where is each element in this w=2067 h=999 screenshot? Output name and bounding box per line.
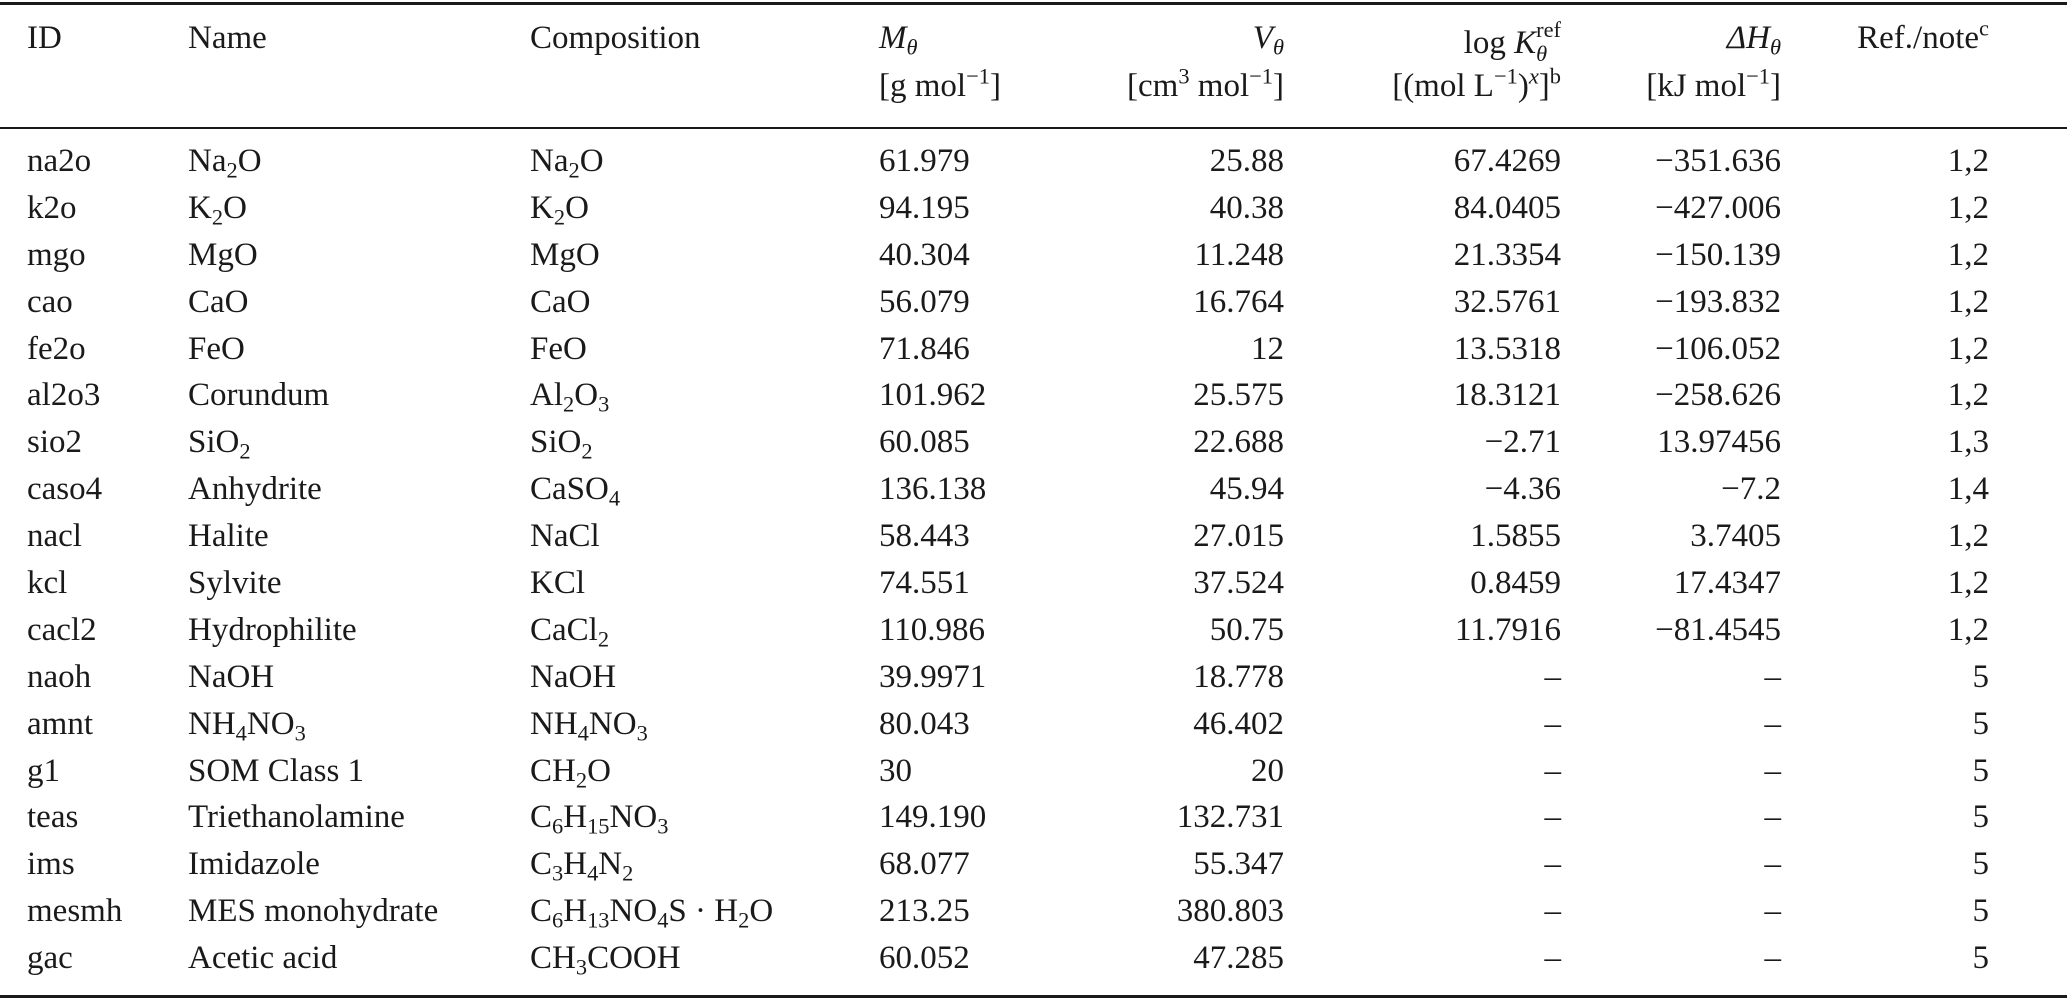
table-row <box>0 701 2067 748</box>
cell-log-k: 11.7916 <box>1454 611 1561 648</box>
cell-molar-mass: 110.986 <box>879 611 986 648</box>
cell-ref: 5 <box>1972 658 1989 695</box>
cell-ref: 1,2 <box>1947 189 1989 226</box>
cell-id: sio2 <box>27 424 83 461</box>
cell-name: $Na_2O$ <box>188 143 262 183</box>
cell-delta-h: – <box>1764 752 1781 789</box>
cell-log-k: −4.36 <box>1484 471 1561 508</box>
cell-log-k: – <box>1544 846 1561 883</box>
cell-molar-mass: 60.085 <box>879 424 970 461</box>
cell-molar-volume: 25.88 <box>1209 143 1284 179</box>
cell-molar-volume: 20 <box>1251 752 1284 789</box>
cell-molar-mass: 61.979 <box>879 143 970 179</box>
cell-name: SOM Class 1 <box>188 752 365 789</box>
cell-log-k: 32.5761 <box>1453 283 1561 320</box>
cell-ref: 1,2 <box>1947 377 1989 414</box>
cell-id: ims <box>27 846 75 883</box>
cell-delta-h: 17.4347 <box>1673 565 1781 602</box>
cell-molar-volume: 18.778 <box>1193 658 1284 695</box>
cell-id: cacl2 <box>27 611 97 648</box>
cell-ref: 1,2 <box>1947 611 1989 648</box>
cell-molar-mass: 58.443 <box>879 518 970 555</box>
cell-composition: $CH_2O$ <box>530 752 611 793</box>
cell-delta-h: −258.626 <box>1655 377 1781 414</box>
cell-id: mgo <box>27 236 86 273</box>
cell-molar-volume: 16.764 <box>1193 283 1284 320</box>
cell-composition: NaOH <box>530 658 617 695</box>
cell-id: na2o <box>27 143 92 179</box>
cell-molar-volume: 12 <box>1251 330 1284 367</box>
header-rule <box>0 127 2067 129</box>
cell-name: Anhydrite <box>188 471 322 508</box>
cell-name: Acetic acid <box>188 940 338 977</box>
cell-molar-volume: 22.688 <box>1193 424 1284 461</box>
cell-molar-volume: 11.248 <box>1194 236 1284 273</box>
cell-delta-h: −81.4545 <box>1655 611 1781 648</box>
cell-id: naoh <box>27 658 92 695</box>
cell-id: amnt <box>27 705 93 742</box>
table-row <box>0 185 2067 232</box>
cell-molar-mass: 56.079 <box>879 283 970 320</box>
cell-molar-mass: 40.304 <box>879 236 970 273</box>
cell-molar-volume: 132.731 <box>1176 799 1284 836</box>
cell-ref: 1,2 <box>1947 518 1989 555</box>
cell-id: caso4 <box>27 471 103 508</box>
cell-delta-h: 13.97456 <box>1657 424 1781 461</box>
table-row <box>0 326 2067 373</box>
cell-molar-mass: 71.846 <box>879 330 970 367</box>
cell-molar-volume: 27.015 <box>1193 518 1284 555</box>
table-row <box>0 654 2067 701</box>
cell-id: fe2o <box>27 330 86 367</box>
cell-composition: $C_3H_4N_2$ <box>530 846 634 887</box>
cell-composition: $NH_4NO_3$ <box>530 705 648 746</box>
cell-ref: 5 <box>1972 705 1989 742</box>
cell-delta-h: −427.006 <box>1655 189 1781 226</box>
cell-name: Corundum <box>188 377 330 414</box>
cell-name: Imidazole <box>188 846 320 883</box>
cell-composition: $C_6H_{13}NO_4S \cdot H_2O$ <box>530 893 774 933</box>
cell-log-k: −2.71 <box>1484 424 1561 461</box>
cell-molar-volume: 40.38 <box>1209 189 1284 226</box>
cell-molar-volume: 37.524 <box>1193 565 1284 602</box>
cell-delta-h: – <box>1764 799 1781 836</box>
cell-name: Halite <box>188 518 269 555</box>
cell-name: CaO <box>188 283 249 320</box>
cell-ref: 1,3 <box>1947 424 1989 461</box>
cell-molar-volume: 55.347 <box>1193 846 1284 883</box>
cell-ref: 5 <box>1972 893 1989 930</box>
cell-name: SiO$_2$ <box>188 424 251 465</box>
cell-composition: MgO <box>530 236 600 273</box>
cell-composition: CaSO$_4$ <box>530 471 621 511</box>
cell-ref: 1,4 <box>1947 471 1989 508</box>
cell-molar-mass: 213.25 <box>879 893 970 930</box>
cell-id: teas <box>27 799 79 836</box>
table-row <box>0 513 2067 560</box>
cell-log-k: – <box>1544 752 1561 789</box>
cell-delta-h: – <box>1764 893 1781 930</box>
cell-id: gac <box>27 940 73 977</box>
cell-id: mesmh <box>27 893 123 930</box>
cell-molar-mass: 94.195 <box>879 189 970 226</box>
bottom-rule <box>0 995 2067 998</box>
cell-composition: SiO$_2$ <box>530 424 593 465</box>
cell-ref: 5 <box>1972 846 1989 883</box>
cell-molar-mass: 30 <box>879 752 912 789</box>
cell-ref: 1,2 <box>1947 330 1989 367</box>
table-row <box>0 748 2067 795</box>
cell-delta-h: – <box>1764 846 1781 883</box>
table-row <box>0 419 2067 466</box>
cell-log-k: – <box>1544 658 1561 695</box>
cell-name: $NH_4NO_3$ <box>188 705 306 746</box>
cell-delta-h: – <box>1764 658 1781 695</box>
cell-name: MgO <box>188 236 258 273</box>
table-row <box>0 794 2067 841</box>
cell-ref: 1,2 <box>1947 283 1989 320</box>
table-row <box>0 279 2067 326</box>
cell-name: FeO <box>188 330 245 367</box>
cell-name: Sylvite <box>188 565 282 602</box>
cell-molar-volume: 47.285 <box>1193 940 1284 977</box>
cell-log-k: 21.3354 <box>1453 236 1561 273</box>
table-row <box>0 138 2067 185</box>
cell-composition: NaCl <box>530 518 600 555</box>
cell-log-k: 13.5318 <box>1453 330 1561 367</box>
cell-ref: 1,2 <box>1947 565 1989 602</box>
table-row <box>0 466 2067 513</box>
cell-molar-volume: 380.803 <box>1176 893 1284 930</box>
table-row <box>0 372 2067 419</box>
table-row <box>0 888 2067 935</box>
cell-molar-mass: 39.9971 <box>879 658 987 695</box>
cell-molar-mass: 74.551 <box>879 565 970 602</box>
table-row <box>0 560 2067 607</box>
table-row <box>0 607 2067 654</box>
cell-log-k: 18.3121 <box>1453 377 1561 414</box>
cell-id: cao <box>27 283 73 320</box>
cell-composition: $K_2O$ <box>530 189 589 230</box>
cell-composition: KCl <box>530 565 586 602</box>
cell-delta-h: – <box>1764 705 1781 742</box>
cell-id: al2o3 <box>27 377 101 414</box>
cell-id: nacl <box>27 518 82 555</box>
cell-log-k: 1.5855 <box>1470 518 1561 555</box>
cell-molar-volume: 46.402 <box>1193 705 1284 742</box>
top-rule <box>0 2 2067 5</box>
cell-id: g1 <box>27 752 60 789</box>
table-row <box>0 841 2067 888</box>
cell-log-k: – <box>1544 940 1561 977</box>
table-body <box>0 138 2067 982</box>
cell-composition: $Al_2O_3$ <box>530 377 610 418</box>
cell-ref: 5 <box>1972 799 1989 836</box>
cell-composition: FeO <box>530 330 587 367</box>
cell-name: Triethanolamine <box>188 799 405 836</box>
cell-name: NaOH <box>188 658 275 695</box>
cell-delta-h: −351.636 <box>1655 143 1781 179</box>
cell-molar-mass: 80.043 <box>879 705 970 742</box>
cell-molar-mass: 101.962 <box>879 377 987 414</box>
cell-id: kcl <box>27 565 68 602</box>
cell-log-k: 84.0405 <box>1453 189 1561 226</box>
cell-delta-h: −193.832 <box>1655 283 1781 320</box>
cell-molar-mass: 60.052 <box>879 940 970 977</box>
cell-name: MES monohydrate <box>188 893 439 930</box>
cell-molar-mass: 149.190 <box>879 799 987 836</box>
cell-ref: 1,2 <box>1947 236 1989 273</box>
cell-composition: CaO <box>530 283 591 320</box>
cell-molar-volume: 25.575 <box>1193 377 1284 414</box>
cell-composition: $Na_2O$ <box>530 143 604 183</box>
cell-delta-h: 3.7405 <box>1690 518 1781 555</box>
cell-log-k: – <box>1544 705 1561 742</box>
cell-ref: 5 <box>1972 752 1989 789</box>
cell-log-k: – <box>1544 799 1561 836</box>
cell-ref: 5 <box>1972 940 1989 977</box>
cell-delta-h: −150.139 <box>1655 236 1781 273</box>
cell-molar-mass: 68.077 <box>879 846 970 883</box>
cell-composition: $CH_3COOH$ <box>530 940 681 980</box>
cell-log-k: 0.8459 <box>1470 565 1561 602</box>
table-row <box>0 935 2067 982</box>
cell-ref: 1,2 <box>1947 143 1989 179</box>
cell-name: Hydrophilite <box>188 611 357 648</box>
cell-composition: CaCl$_2$ <box>530 611 610 652</box>
cell-delta-h: −106.052 <box>1655 330 1781 367</box>
cell-delta-h: −7.2 <box>1721 471 1781 508</box>
cell-log-k: – <box>1544 893 1561 930</box>
cell-molar-volume: 45.94 <box>1209 471 1284 508</box>
cell-molar-mass: 136.138 <box>879 471 987 508</box>
cell-log-k: 67.4269 <box>1453 143 1561 179</box>
cell-delta-h: – <box>1764 940 1781 977</box>
cell-id: k2o <box>27 189 77 226</box>
cell-name: $K_2O$ <box>188 189 247 230</box>
table-row <box>0 232 2067 279</box>
cell-composition: $C_6H_{15}NO_3$ <box>530 799 669 840</box>
cell-molar-volume: 50.75 <box>1209 611 1284 648</box>
